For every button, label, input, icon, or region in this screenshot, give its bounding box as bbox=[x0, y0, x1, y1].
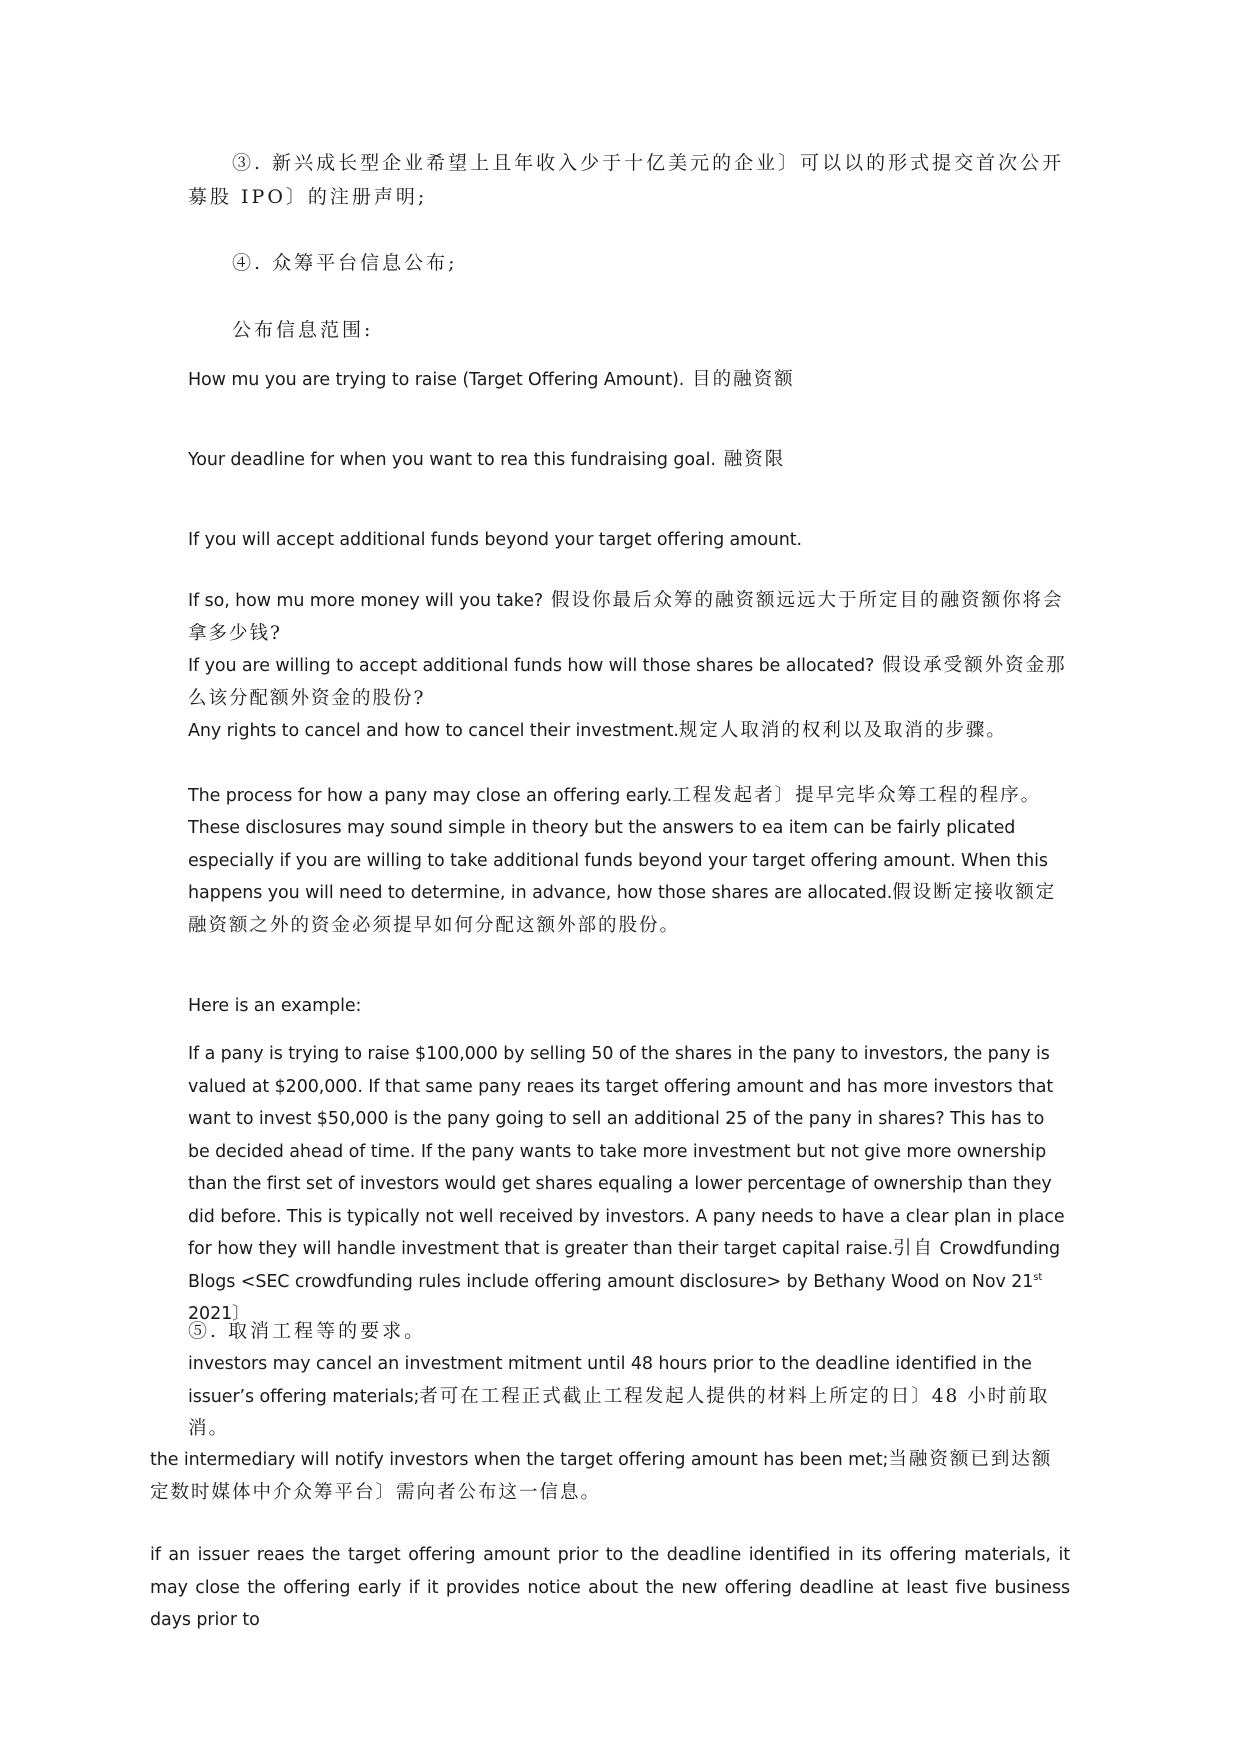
item-how-much-more: If so, how mu more money will you take? 假设你最后众筹的融资额远远大于所定目的融资额你将会拿多少钱? bbox=[188, 590, 1064, 644]
item-target-amount: How mu you are trying to raise (Target Offering Amount). 目的融资额 bbox=[188, 369, 795, 390]
section-cancel-heading: ⑤. 取消工程等的要求。 bbox=[188, 1320, 427, 1342]
paragraph-emerging-growth: ③. 新兴成长型企业希望上且年收入少于十亿美元的企业〕可以以的形式提交首次公开募股 IPO〕的注册声明; bbox=[188, 152, 1065, 208]
paragraph-intermediary-notify: the intermediary will notify investors when the target offering amount has been met;当融资额已到达额定数时媒体中介众筹平台〕需向者公布这一信息。 bbox=[150, 1449, 1053, 1503]
paragraph-investor-cancel: investors may cancel an investment mitment until 48 hours prior to the deadline identified in the issuer’s offering materials;者可在工程正式截止工程发起人提供的材料上所定的日〕48 小时前取消。 bbox=[188, 1354, 1050, 1439]
item-additional-funds: If you will accept additional funds beyond your target offering amount. bbox=[188, 530, 802, 550]
example-heading: Here is an example: bbox=[188, 996, 362, 1016]
paragraph-disclosures-note: These disclosures may sound simple in theory but the answers to ea item can be fairly plicated especially if you are willing to take additional funds beyond your target offering amount. When this happens you will need to determine, in advance, how those shares are allocated.假设断定接收额定融资额之外的资金必须提早如何分配这额外部的股份。 bbox=[188, 818, 1057, 936]
item-cancel-rights: Any rights to cancel and how to cancel their investment.规定人取消的权利以及取消的步骤。 bbox=[188, 720, 1007, 741]
item-share-allocation: If you are willing to accept additional funds how will those shares be allocated? 假设承受额外资金那么该分配额外资金的股份? bbox=[188, 655, 1067, 709]
paragraph-crowdfunding-disclosure-heading: ④. 众筹平台信息公布; bbox=[232, 252, 458, 274]
paragraph-disclosure-scope: 公布信息范围: bbox=[232, 319, 374, 341]
item-close-early: The process for how a pany may close an offering early.工程发起者〕提早完毕众筹工程的程序。 bbox=[188, 785, 1042, 806]
example-paragraph: If a pany is trying to raise $100,000 by selling 50 of the shares in the pany to investors, the pany is valued at $200,000. If that same pany reaes its target offering amount and has more investors that want to invest $50,000 is the pany going to sell an additional 25 of the pany in shares? This has to be decided ahead of time. If the pany wants to take more investment but not give more ownership than the first set of investors would get shares equaling a lower percentage of ownership than they did before. This is typically not well received by investors. A pany needs to have a clear plan in place for how they will handle investment that is greater than their target capital raise.引自 Crowdfunding Blogs <SEC crowdfunding rules include offering amount disclosure> by Bethany Wood on Nov 21st 2021〕 bbox=[188, 1044, 1065, 1324]
item-deadline: Your deadline for when you want to rea this fundraising goal. 融资限 bbox=[188, 449, 786, 470]
paragraph-issuer-close-early: if an issuer reaes the target offering amount prior to the deadline identified in its offering materials, it may close the offering early if it provides notice about the new offering deadline at least five business days prior to bbox=[150, 1545, 1070, 1630]
